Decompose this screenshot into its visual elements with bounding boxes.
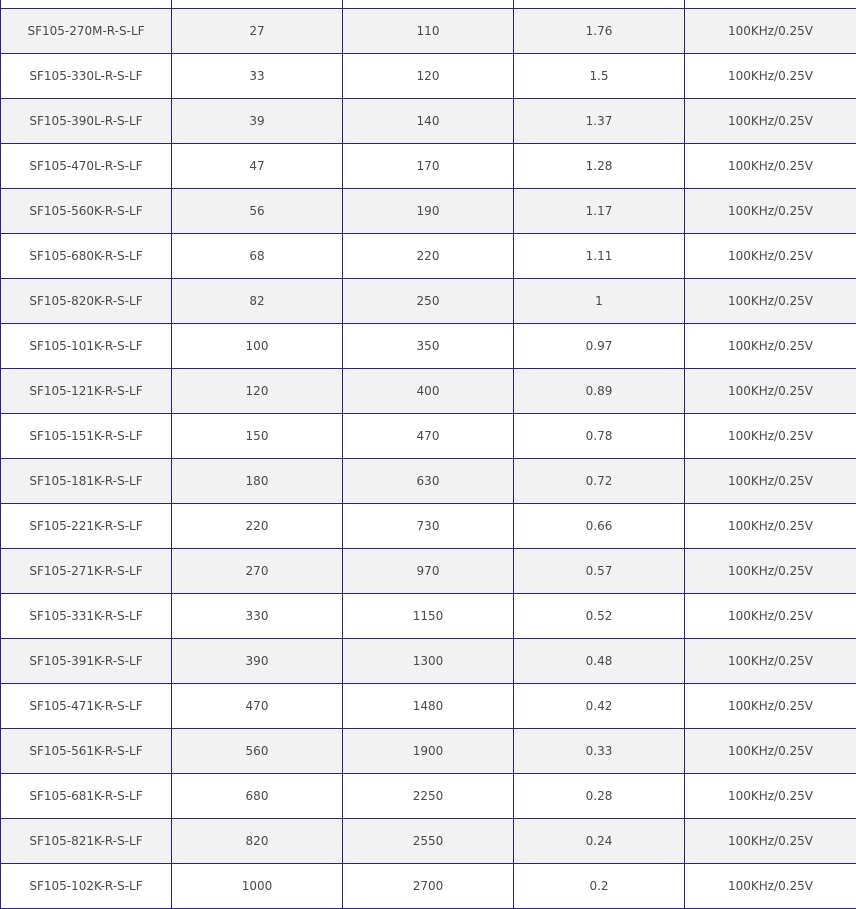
table-row	[1, 639, 856, 684]
inductance-cell: 390	[172, 639, 343, 684]
table-row	[1, 594, 856, 639]
current-cell: 1.28	[514, 144, 685, 189]
current-cell: 1.37	[514, 99, 685, 144]
inductance-cell: 82	[172, 279, 343, 324]
table-row	[1, 9, 856, 54]
test-condition-cell: 100KHz/0.25V	[685, 189, 856, 234]
test-condition-cell: 100KHz/0.25V	[685, 684, 856, 729]
table-row	[1, 819, 856, 864]
inductance-cell: 820	[172, 819, 343, 864]
test-condition-cell: 100KHz/0.25V	[685, 594, 856, 639]
inductance-cell: 470	[172, 684, 343, 729]
table-row	[1, 99, 856, 144]
part-number-cell: SF105-151K-R-S-LF	[1, 414, 172, 459]
part-number-cell: SF105-391K-R-S-LF	[1, 639, 172, 684]
resistance-cell: 1300	[343, 639, 514, 684]
part-number-cell	[1, 0, 172, 9]
part-number-cell: SF105-102K-R-S-LF	[1, 864, 172, 909]
inductance-cell: 560	[172, 729, 343, 774]
table-row	[1, 234, 856, 279]
part-number-cell: SF105-471K-R-S-LF	[1, 684, 172, 729]
table-row	[1, 324, 856, 369]
test-condition-cell: 100KHz/0.25V	[685, 369, 856, 414]
current-cell	[514, 0, 685, 9]
resistance-cell: 110	[343, 9, 514, 54]
table-row	[1, 504, 856, 549]
test-condition-cell: 100KHz/0.25V	[685, 774, 856, 819]
resistance-cell: 2700	[343, 864, 514, 909]
inductance-cell: 56	[172, 189, 343, 234]
current-cell: 1.17	[514, 189, 685, 234]
test-condition-cell: 100KHz/0.25V	[685, 9, 856, 54]
test-condition-cell: 100KHz/0.25V	[685, 234, 856, 279]
part-number-cell: SF105-560K-R-S-LF	[1, 189, 172, 234]
part-number-cell: SF105-681K-R-S-LF	[1, 774, 172, 819]
part-number-cell: SF105-470L-R-S-LF	[1, 144, 172, 189]
part-number-cell: SF105-820K-R-S-LF	[1, 279, 172, 324]
table-row	[1, 54, 856, 99]
part-number-cell: SF105-271K-R-S-LF	[1, 549, 172, 594]
inductance-cell: 33	[172, 54, 343, 99]
current-cell: 0.89	[514, 369, 685, 414]
resistance-cell: 140	[343, 99, 514, 144]
resistance-cell: 2250	[343, 774, 514, 819]
table-row	[1, 0, 856, 9]
table-row	[1, 684, 856, 729]
current-cell: 1	[514, 279, 685, 324]
resistance-cell: 970	[343, 549, 514, 594]
resistance-cell: 630	[343, 459, 514, 504]
current-cell: 0.97	[514, 324, 685, 369]
test-condition-cell: 100KHz/0.25V	[685, 864, 856, 909]
resistance-cell: 120	[343, 54, 514, 99]
test-condition-cell: 100KHz/0.25V	[685, 639, 856, 684]
inductance-cell: 100	[172, 324, 343, 369]
current-cell: 0.33	[514, 729, 685, 774]
inductance-cell: 68	[172, 234, 343, 279]
table-row	[1, 459, 856, 504]
test-condition-cell: 100KHz/0.25V	[685, 414, 856, 459]
resistance-cell: 220	[343, 234, 514, 279]
resistance-cell: 170	[343, 144, 514, 189]
part-number-cell: SF105-270M-R-S-LF	[1, 9, 172, 54]
table-row	[1, 144, 856, 189]
inductance-cell: 270	[172, 549, 343, 594]
test-condition-cell: 100KHz/0.25V	[685, 324, 856, 369]
part-number-cell: SF105-101K-R-S-LF	[1, 324, 172, 369]
current-cell: 0.66	[514, 504, 685, 549]
part-number-cell: SF105-561K-R-S-LF	[1, 729, 172, 774]
resistance-cell: 400	[343, 369, 514, 414]
part-number-cell: SF105-390L-R-S-LF	[1, 99, 172, 144]
test-condition-cell: 100KHz/0.25V	[685, 504, 856, 549]
resistance-cell: 1480	[343, 684, 514, 729]
table-row	[1, 549, 856, 594]
resistance-cell: 190	[343, 189, 514, 234]
inductance-cell	[172, 0, 343, 9]
test-condition-cell: 100KHz/0.25V	[685, 549, 856, 594]
current-cell: 0.2	[514, 864, 685, 909]
resistance-cell: 730	[343, 504, 514, 549]
table-row	[1, 279, 856, 324]
table-row	[1, 369, 856, 414]
inductance-cell: 330	[172, 594, 343, 639]
table-row	[1, 864, 856, 909]
table-row	[1, 414, 856, 459]
resistance-cell: 350	[343, 324, 514, 369]
inductance-cell: 180	[172, 459, 343, 504]
current-cell: 0.24	[514, 819, 685, 864]
part-number-cell: SF105-330L-R-S-LF	[1, 54, 172, 99]
test-condition-cell: 100KHz/0.25V	[685, 144, 856, 189]
current-cell: 0.78	[514, 414, 685, 459]
current-cell: 0.72	[514, 459, 685, 504]
table-row	[1, 729, 856, 774]
test-condition-cell: 100KHz/0.25V	[685, 729, 856, 774]
test-condition-cell: 100KHz/0.25V	[685, 819, 856, 864]
resistance-cell: 250	[343, 279, 514, 324]
current-cell: 0.48	[514, 639, 685, 684]
current-cell: 0.42	[514, 684, 685, 729]
test-condition-cell: 100KHz/0.25V	[685, 54, 856, 99]
resistance-cell: 2550	[343, 819, 514, 864]
part-number-cell: SF105-821K-R-S-LF	[1, 819, 172, 864]
resistance-cell: 1900	[343, 729, 514, 774]
current-cell: 0.28	[514, 774, 685, 819]
test-condition-cell: 100KHz/0.25V	[685, 99, 856, 144]
table-body	[1, 0, 856, 909]
table-row	[1, 774, 856, 819]
current-cell: 0.52	[514, 594, 685, 639]
test-condition-cell	[685, 0, 856, 9]
test-condition-cell: 100KHz/0.25V	[685, 459, 856, 504]
inductance-cell: 39	[172, 99, 343, 144]
part-number-cell: SF105-221K-R-S-LF	[1, 504, 172, 549]
inductance-cell: 220	[172, 504, 343, 549]
inductance-cell: 120	[172, 369, 343, 414]
current-cell: 1.76	[514, 9, 685, 54]
inductance-cell: 47	[172, 144, 343, 189]
test-condition-cell: 100KHz/0.25V	[685, 279, 856, 324]
part-number-cell: SF105-680K-R-S-LF	[1, 234, 172, 279]
resistance-cell: 1150	[343, 594, 514, 639]
inductance-cell: 150	[172, 414, 343, 459]
inductance-cell: 680	[172, 774, 343, 819]
inductance-cell: 27	[172, 9, 343, 54]
part-number-cell: SF105-181K-R-S-LF	[1, 459, 172, 504]
current-cell: 1.5	[514, 54, 685, 99]
part-number-cell: SF105-331K-R-S-LF	[1, 594, 172, 639]
resistance-cell: 470	[343, 414, 514, 459]
resistance-cell	[343, 0, 514, 9]
current-cell: 1.11	[514, 234, 685, 279]
part-number-cell: SF105-121K-R-S-LF	[1, 369, 172, 414]
current-cell: 0.57	[514, 549, 685, 594]
inductance-cell: 1000	[172, 864, 343, 909]
table-row	[1, 189, 856, 234]
